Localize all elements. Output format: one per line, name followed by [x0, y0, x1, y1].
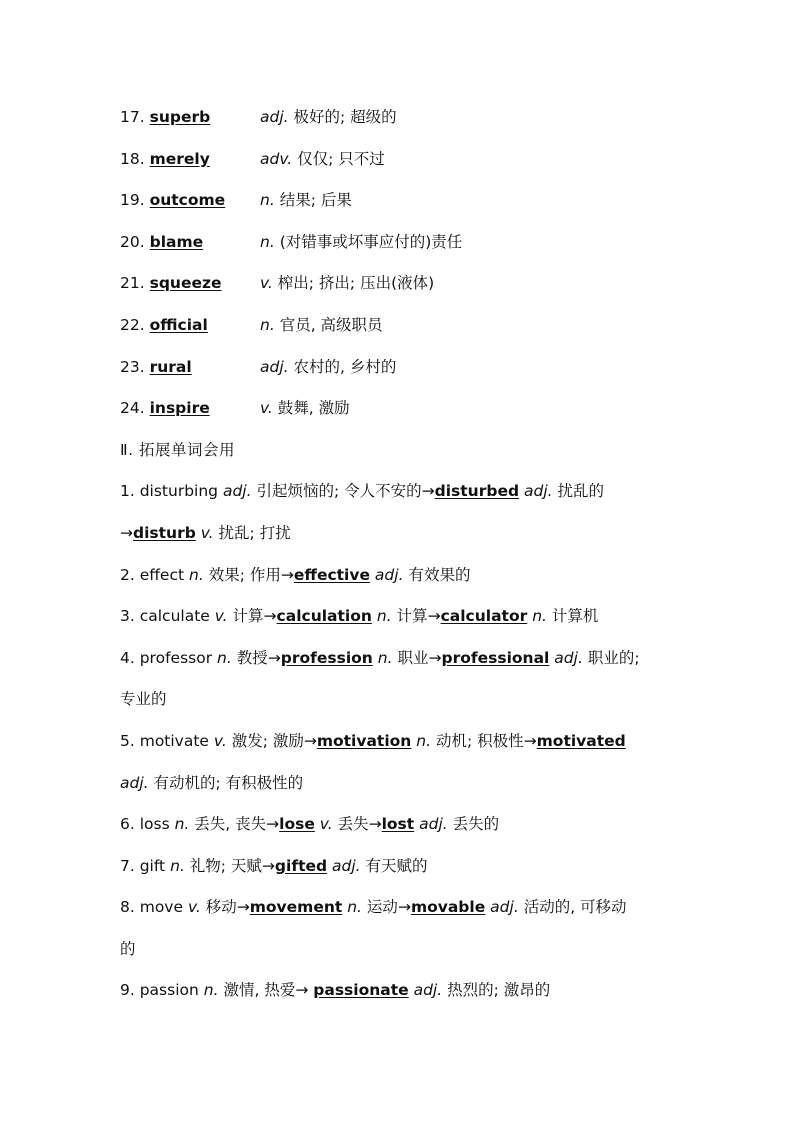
arrow-icon: →	[120, 523, 133, 542]
derived-word: lose	[279, 815, 315, 834]
derived-word: calculation	[276, 607, 372, 626]
base-word: 6. loss	[120, 815, 170, 834]
meaning: 扰乱; 打扰	[218, 523, 291, 542]
arrow-icon: →	[427, 607, 441, 626]
word-family-7	[120, 846, 680, 888]
word-family-8-continued	[120, 929, 680, 971]
part-of-speech: n.	[170, 856, 185, 875]
vocab-number: 20.	[120, 232, 145, 251]
vocab-number: 18.	[120, 149, 145, 168]
word-family-4	[120, 638, 680, 680]
derived-word: disturbed	[434, 482, 520, 501]
vocab-number: 22.	[120, 315, 145, 334]
vocab-item-24	[120, 388, 680, 430]
meaning: 的	[120, 939, 136, 958]
vocab-definition	[260, 347, 396, 389]
vocab-meaning: 榨出; 挤出; 压出(液体)	[277, 274, 435, 293]
meaning: 激发; 激励	[231, 731, 304, 750]
vocab-meaning: (对错事或坏事应付的)责任	[279, 232, 463, 251]
vocab-item-23	[120, 347, 680, 389]
word-family-6	[120, 804, 680, 846]
meaning: 教授	[236, 648, 268, 667]
vocab-meaning: 鼓舞, 激励	[277, 399, 350, 418]
derived-word: lost	[381, 815, 415, 834]
vocab-meaning: 结果; 后果	[279, 191, 352, 210]
arrow-icon: →	[261, 856, 275, 875]
meaning: 移动	[205, 898, 237, 917]
base-word: 1. disturbing	[120, 482, 219, 501]
document-page	[120, 97, 680, 1012]
vocab-definition	[260, 222, 462, 264]
part-of-speech: v.	[213, 731, 227, 750]
vocab-word: blame	[149, 232, 204, 251]
part-of-speech: n.	[347, 898, 362, 917]
part-of-speech: n.	[203, 981, 219, 1000]
base-word: 4. professor	[120, 648, 213, 667]
derived-word: professional	[441, 648, 550, 667]
word-family-2	[120, 555, 680, 597]
part-of-speech: adv.	[260, 149, 293, 168]
vocab-meaning: 官员, 高级职员	[279, 315, 383, 334]
meaning: 动机; 积极性	[435, 731, 524, 750]
arrow-icon: →	[280, 565, 294, 584]
vocab-number: 21.	[120, 274, 145, 293]
base-word: 5. motivate	[120, 731, 209, 750]
derived-word: motivation	[316, 731, 412, 750]
vocab-meaning: 仅仅; 只不过	[297, 149, 385, 168]
base-word: 7. gift	[120, 856, 166, 875]
meaning: 计算	[232, 607, 264, 626]
arrow-icon: →	[523, 731, 537, 750]
arrow-icon: →	[397, 898, 411, 917]
meaning: 有效果的	[408, 565, 471, 584]
vocab-item-22	[120, 305, 680, 347]
derived-word: gifted	[274, 856, 328, 875]
meaning: 丢失, 丧失	[194, 815, 267, 834]
meaning: 礼物; 天赋	[189, 856, 262, 875]
part-of-speech: adj.	[490, 898, 519, 917]
arrow-icon: →	[295, 981, 309, 1000]
part-of-speech: adj.	[374, 565, 404, 584]
derived-word: movement	[249, 898, 343, 917]
vocab-word: superb	[149, 108, 211, 126]
meaning: 效果; 作用	[208, 565, 281, 584]
part-of-speech: n.	[260, 191, 275, 210]
vocab-definition	[260, 139, 385, 181]
part-of-speech: v.	[187, 898, 201, 917]
word-family-8	[120, 887, 680, 929]
meaning: 计算机	[551, 607, 599, 626]
meaning: 扰乱的	[557, 482, 605, 501]
meaning: 有动机的; 有积极性的	[153, 773, 304, 792]
vocab-number: 23.	[120, 357, 145, 376]
arrow-icon: →	[303, 731, 317, 750]
vocab-item-20	[120, 222, 680, 264]
vocab-item-19	[120, 180, 680, 222]
derived-word: motivated	[536, 731, 626, 750]
vocab-word: merely	[149, 149, 210, 168]
part-of-speech: v.	[200, 523, 214, 542]
vocab-definition	[260, 180, 352, 222]
meaning: 丢失的	[452, 815, 500, 834]
part-of-speech: adj.	[260, 357, 289, 376]
vocab-word: squeeze	[149, 274, 222, 293]
base-word: 9. passion	[120, 981, 199, 1000]
part-of-speech: v.	[214, 607, 228, 626]
arrow-icon: →	[421, 482, 435, 501]
derived-word: effective	[293, 565, 370, 584]
part-of-speech: adj.	[413, 981, 443, 1000]
vocab-item-21	[120, 263, 680, 305]
word-family-4-continued	[120, 679, 680, 721]
arrow-icon: →	[428, 648, 442, 667]
part-of-speech: adj.	[120, 773, 149, 792]
meaning: 活动的, 可移动	[523, 898, 627, 917]
meaning: 专业的	[120, 690, 167, 709]
arrow-icon: →	[236, 898, 250, 917]
derived-word: disturb	[133, 523, 196, 542]
meaning: 运动	[366, 898, 398, 917]
vocab-definition	[260, 388, 350, 430]
arrow-icon: →	[368, 815, 382, 834]
part-of-speech: n.	[260, 315, 275, 334]
base-word: 8. move	[120, 898, 184, 917]
part-of-speech: adj.	[554, 648, 583, 667]
vocab-definition	[260, 97, 397, 139]
part-of-speech: n.	[532, 607, 547, 626]
vocab-definition	[260, 305, 383, 347]
word-family-1	[120, 471, 680, 513]
part-of-speech: n.	[189, 565, 204, 584]
meaning: 职业	[397, 648, 429, 667]
derived-word: movable	[410, 898, 486, 917]
part-of-speech: v.	[319, 815, 333, 834]
part-of-speech: adj.	[524, 482, 553, 501]
vocab-word: official	[149, 315, 208, 334]
meaning: 引起烦恼的; 令人不安的	[256, 482, 422, 501]
section-heading: Ⅱ. 拓展单词会用	[120, 440, 235, 459]
vocab-word: outcome	[149, 191, 226, 210]
word-family-3	[120, 596, 680, 638]
base-word: 3. calculate	[120, 607, 210, 626]
base-word: 2. effect	[120, 565, 185, 584]
part-of-speech: adj.	[332, 856, 361, 875]
derived-word: profession	[280, 648, 373, 667]
meaning: 有天赋的	[365, 856, 428, 875]
vocab-meaning: 农村的, 乡村的	[293, 357, 397, 376]
derived-word: calculator	[440, 607, 528, 626]
meaning: 激情, 热爱	[223, 981, 296, 1000]
word-family-1-continued	[120, 513, 680, 555]
arrow-icon: →	[263, 607, 277, 626]
meaning: 职业的;	[587, 648, 640, 667]
word-family-5	[120, 721, 680, 763]
part-of-speech: adj.	[222, 482, 252, 501]
part-of-speech: n.	[377, 648, 393, 667]
derived-word: passionate	[313, 981, 409, 1000]
part-of-speech: v.	[260, 274, 273, 293]
part-of-speech: n.	[416, 731, 432, 750]
vocab-word: rural	[149, 357, 192, 376]
part-of-speech: n.	[260, 232, 275, 251]
part-of-speech: adj.	[260, 108, 289, 126]
meaning: 热烈的; 激昂的	[447, 981, 551, 1000]
part-of-speech: adj.	[419, 815, 448, 834]
word-family-9	[120, 970, 680, 1012]
part-of-speech: v.	[260, 399, 273, 418]
meaning: 丢失	[337, 815, 369, 834]
meaning: 计算	[396, 607, 428, 626]
vocab-word: inspire	[149, 399, 210, 418]
part-of-speech: n.	[217, 648, 232, 667]
vocab-number: 24.	[120, 399, 145, 418]
part-of-speech: n.	[174, 815, 190, 834]
word-family-5-continued	[120, 763, 680, 805]
vocab-meaning: 极好的; 超级的	[293, 108, 397, 126]
vocab-number: 19.	[120, 191, 145, 210]
vocab-item-18	[120, 139, 680, 181]
arrow-icon: →	[266, 815, 280, 834]
vocab-number: 17.	[120, 108, 145, 126]
arrow-icon: →	[267, 648, 281, 667]
part-of-speech: n.	[376, 607, 392, 626]
vocab-item-17	[120, 97, 680, 139]
vocab-definition	[260, 263, 434, 305]
